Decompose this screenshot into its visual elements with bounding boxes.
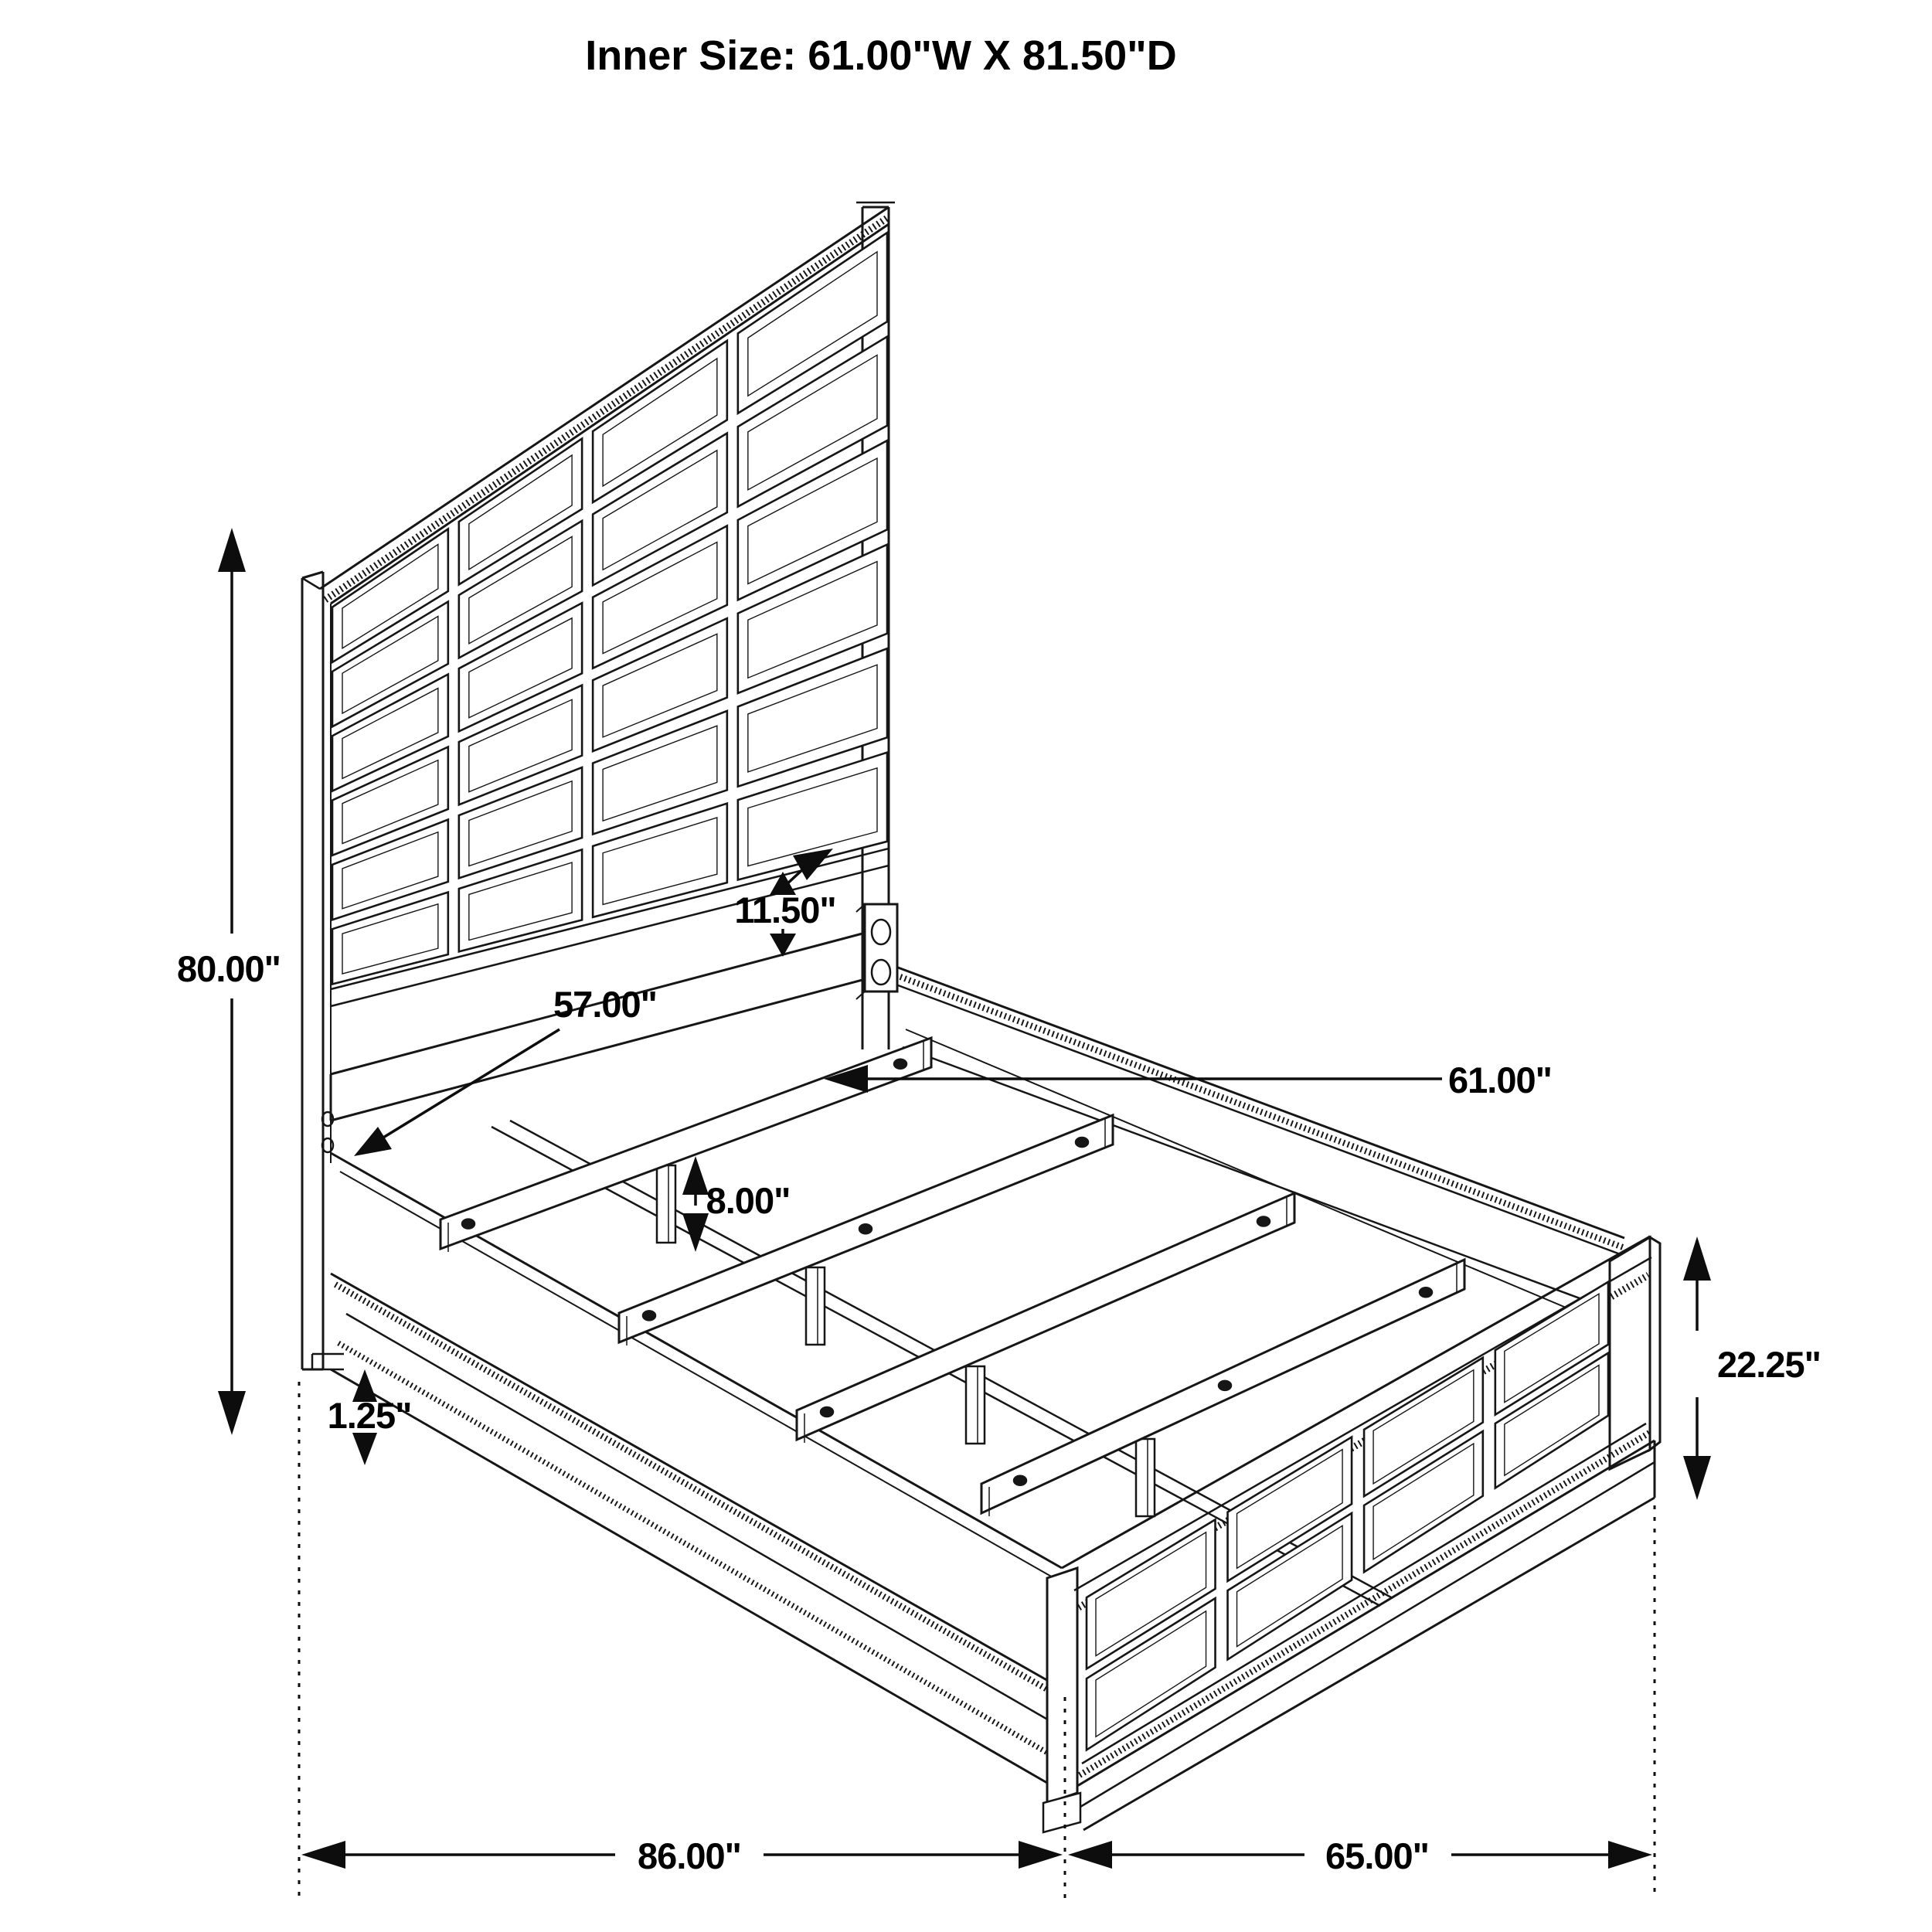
dimension-label-1150: 11.50": [734, 889, 836, 930]
dimension-label-65: 65.00": [1325, 1835, 1429, 1876]
dimension-label-8: 8.00": [706, 1180, 791, 1221]
dimension-label-2225: 22.25": [1717, 1344, 1821, 1385]
bed-structure: [302, 202, 1660, 1832]
near-side-rail: [312, 1153, 1065, 1791]
dimension-footboard-height: [1683, 1236, 1821, 1500]
dimension-frame-length: [301, 1835, 1063, 1876]
dimension-label-86: 86.00": [638, 1835, 741, 1876]
dimension-headboard-rail: [354, 984, 657, 1156]
inner-size-title: Inner Size: 61.00"W X 81.50"D: [585, 32, 1177, 79]
dimension-overall-height: [177, 528, 281, 1435]
dimension-footboard-width: [1068, 1835, 1652, 1876]
mattress-slats: [440, 1038, 1464, 1516]
dimension-leg-height: [682, 1156, 790, 1252]
dimension-label-61: 61.00": [1448, 1060, 1552, 1100]
dimension-slat-length: [824, 1060, 1552, 1100]
dimension-label-125: 1.25": [327, 1395, 412, 1436]
dimension-base-clearance: [328, 1369, 412, 1465]
dimension-label-57: 57.00": [553, 984, 657, 1025]
far-side-rail: [898, 968, 1624, 1328]
dimension-label-80: 80.00": [177, 948, 281, 989]
